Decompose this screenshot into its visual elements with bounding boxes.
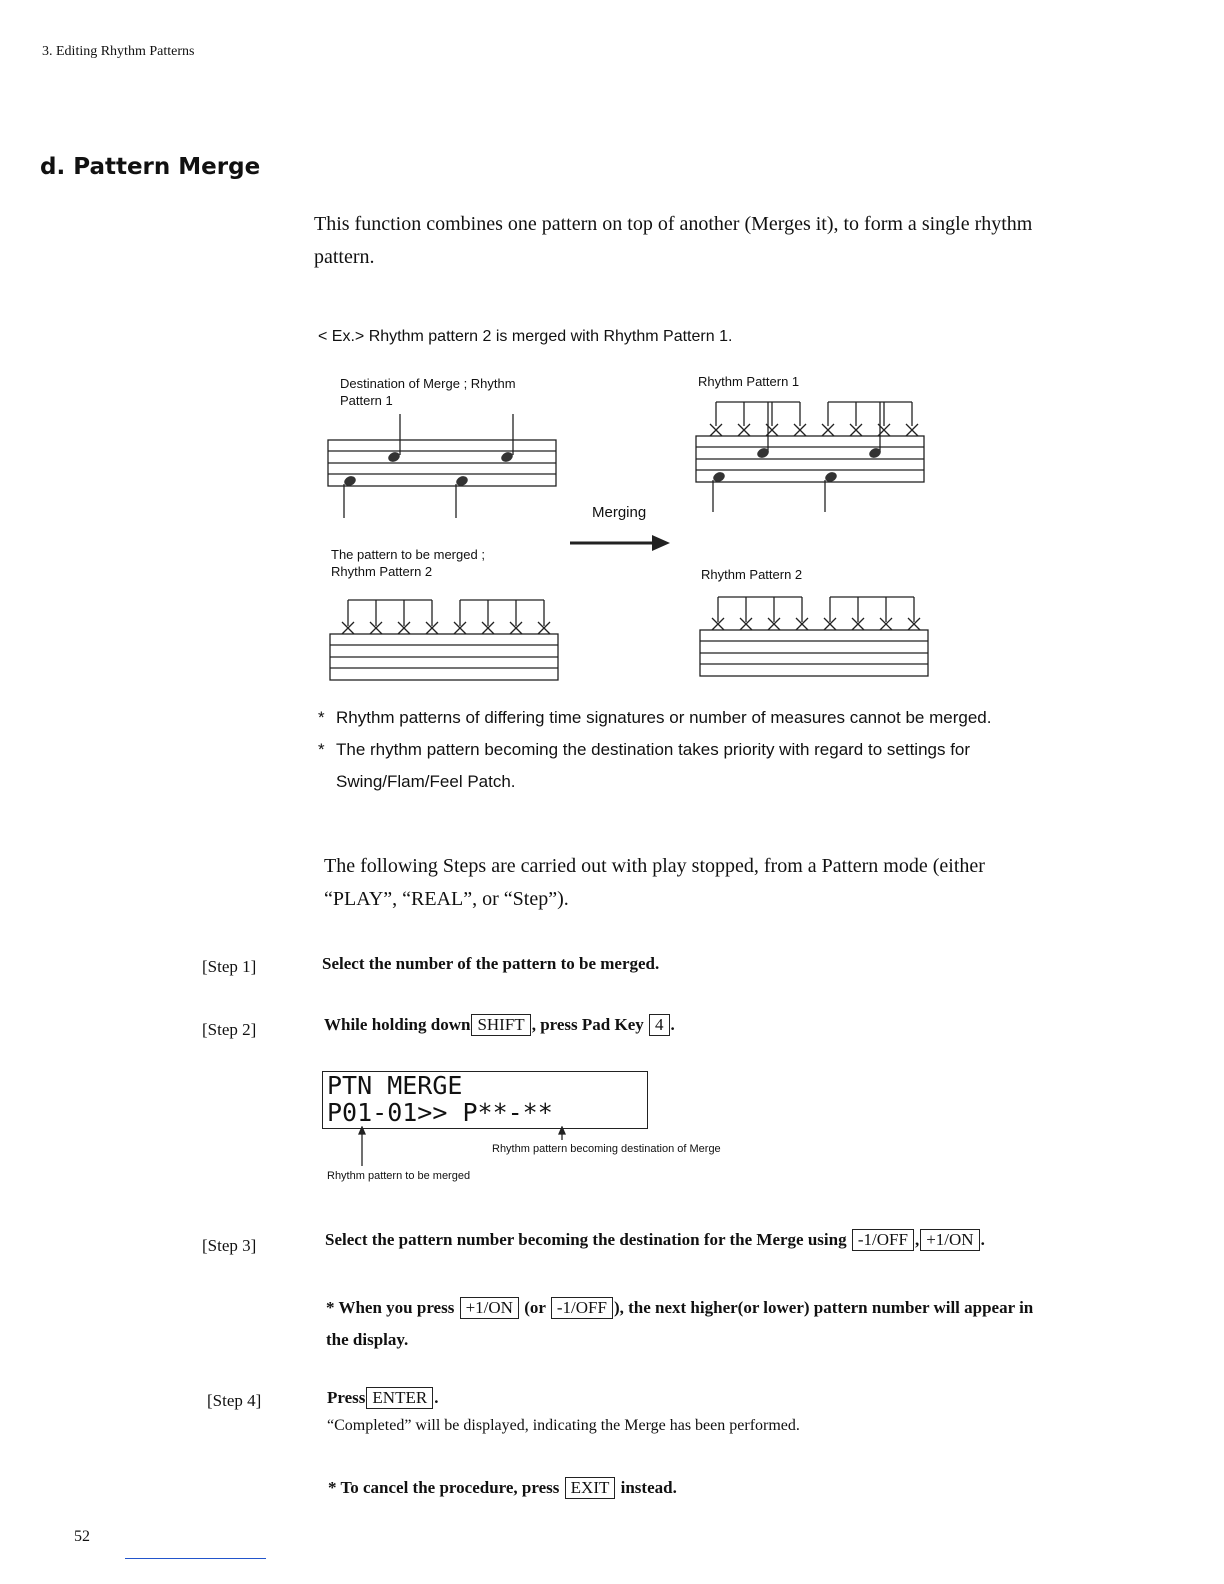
pattern1-notes xyxy=(344,414,513,518)
pattern2-beams xyxy=(348,600,544,626)
example-caption: < Ex.> Rhythm pattern 2 is merged with Rhythm Pattern 1. xyxy=(318,328,733,345)
result1-crosses xyxy=(710,424,918,436)
step-2-label: [Step 2] xyxy=(202,1020,257,1039)
merge-diagram xyxy=(0,0,1224,700)
result2-crosses xyxy=(712,618,920,630)
dest-annotation: Rhythm pattern becoming destination of Merge xyxy=(492,1143,721,1155)
step-4-text: Press ENTER . xyxy=(327,1388,439,1407)
minus-off-key: -1/OFF xyxy=(551,1297,613,1319)
merged-pattern-label: The pattern to be merged ; Rhythm Pattern 2 xyxy=(331,547,485,579)
src-annotation: Rhythm pattern to be merged xyxy=(327,1170,471,1182)
step-1-text: Select the number of the pattern to be merged. xyxy=(322,954,660,973)
result1-staff xyxy=(696,436,924,482)
step-4-label: [Step 4] xyxy=(207,1391,262,1410)
enter-key: ENTER xyxy=(366,1387,433,1409)
pattern2-staff xyxy=(330,634,558,680)
note-item: * Rhythm patterns of differing time signatures or number of measures cannot be merged. xyxy=(318,708,992,727)
destination-label: Destination of Merge ; Rhythm Pattern 1 xyxy=(340,376,516,408)
step-3-label: [Step 3] xyxy=(202,1236,257,1255)
pad-key-4: 4 xyxy=(649,1014,670,1036)
lcd-display xyxy=(322,1071,648,1129)
lcd-line-2: P01-01>> P**-** xyxy=(327,1098,553,1127)
note-item: * The rhythm pattern becoming the destination takes priority with regard to settings for Swing/Flam/Feel Patch. xyxy=(318,740,971,791)
step-2-text: While holding down SHIFT , press Pad Key 4 . xyxy=(324,1015,675,1034)
step-3-note: * When you press +1/ON (or -1/OFF ), the next higher(or lower) pattern number will appear in the display. xyxy=(326,1298,1034,1349)
result-label-top: Rhythm Pattern 1 xyxy=(698,374,800,389)
exit-key: EXIT xyxy=(565,1477,616,1499)
pattern1-staff xyxy=(328,440,556,486)
step-1-label: [Step 1] xyxy=(202,957,257,976)
result2-beams xyxy=(718,597,914,622)
lcd-line-1: PTN MERGE xyxy=(327,1071,463,1100)
footer-rule xyxy=(125,1558,266,1559)
minus-off-key: -1/OFF xyxy=(852,1229,914,1251)
plus-on-key: +1/ON xyxy=(920,1229,979,1251)
result1-beams xyxy=(713,402,912,512)
cancel-note: * To cancel the procedure, press EXIT instead. xyxy=(328,1478,677,1497)
running-header: 3. Editing Rhythm Patterns xyxy=(42,44,195,59)
section-title: d. Pattern Merge xyxy=(40,154,261,180)
step-4-result: “Completed” will be displayed, indicating the Merge has been performed. xyxy=(327,1417,800,1434)
step-3-text: Select the pattern number becoming the destination for the Merge using -1/OFF , +1/ON . xyxy=(325,1230,985,1249)
page-number: 52 xyxy=(74,1528,90,1545)
intro-paragraph: This function combines one pattern on top of another (Merges it), to form a single rhythm pattern. xyxy=(314,213,1033,268)
shift-key: SHIFT xyxy=(471,1014,530,1036)
result-label-bottom: Rhythm Pattern 2 xyxy=(701,567,803,582)
result2-staff xyxy=(700,630,928,676)
merging-arrow xyxy=(570,535,670,551)
plus-on-key: +1/ON xyxy=(460,1297,519,1319)
pattern2-crosses xyxy=(342,622,550,634)
notes-list xyxy=(318,702,1038,798)
steps-intro: The following Steps are carried out with play stopped, from a Pattern mode (either “PLAY”, “REAL”, or “Step”). xyxy=(324,855,985,910)
merging-label: Merging xyxy=(592,504,647,521)
